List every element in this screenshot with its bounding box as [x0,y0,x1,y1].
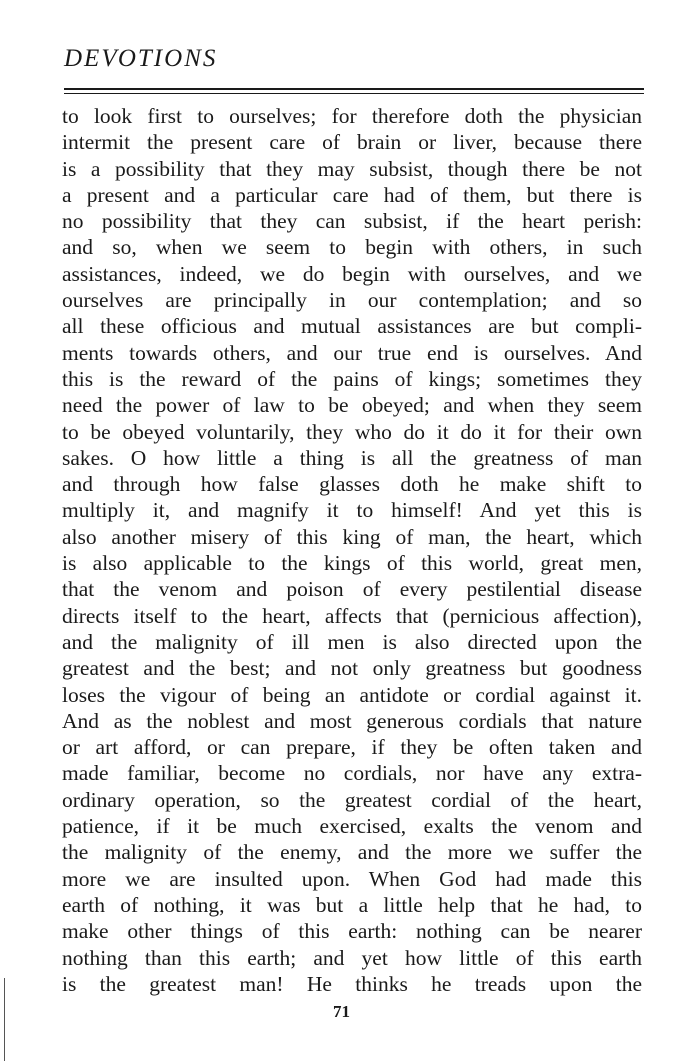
text-line: the malignity of the enemy, and the more we suffer the [62,840,642,865]
text-line: sakes. O how little a thing is all the greatness of man [62,445,642,470]
header-rule-thick [64,88,644,90]
text-line: that the venom and poison of every pestilential disease [62,577,642,602]
text-line: is the greatest man! He thinks he treads upon the [62,971,642,996]
text-line: is also applicable to the kings of this world, great men, [62,551,642,576]
text-line: this is the reward of the pains of kings; sometimes they [62,366,642,391]
text-line: no possibility that they can subsist, if the heart perish: [62,209,642,234]
text-line: also another misery of this king of man, the heart, which [62,524,642,549]
text-line: ments towards others, and our true end is ourselves. And [62,340,642,365]
text-line: and so, when we seem to begin with others, in such [62,235,642,260]
text-line: ordinary operation, so the greatest cordial of the heart, [62,787,642,812]
text-line: multiply it, and magnify it to himself! And yet this is [62,498,642,523]
text-line: more we are insulted upon. When God had made this [62,866,642,891]
text-line: earth of nothing, it was but a little help that he had, to [62,892,642,917]
text-line: to be obeyed voluntarily, they who do it do it for their own [62,419,642,444]
margin-line [4,978,5,1061]
text-line: nothing than this earth; and yet how little of this earth [62,945,642,970]
text-line: greatest and the best; and not only greatness but goodness [62,656,642,681]
text-line: to look first to ourselves; for therefore doth the physician [62,104,642,128]
body-text [62,103,642,997]
text-line: intermit the present care of brain or liver, because there [62,130,642,155]
page-number: 71 [333,1002,350,1021]
text-line: patience, if it be much exercised, exalts the venom and [62,814,642,839]
text-line: loses the vigour of being an antidote or cordial against it. [62,682,642,707]
text-line: and the malignity of ill men is also directed upon the [62,629,642,654]
text-line: all these officious and mutual assistances are but compli- [62,314,642,339]
text-line: And as the noblest and most generous cordials that nature [62,708,642,733]
text-line: directs itself to the heart, affects that (pernicious affection), [62,603,642,628]
text-line: made familiar, become no cordials, nor have any extra- [62,761,642,786]
running-title: DEVOTIONS [64,45,218,72]
text-line: ourselves are principally in our contemplation; and so [62,288,642,313]
text-line: is a possibility that they may subsist, though there be not [62,156,642,181]
text-line: assistances, indeed, we do begin with ourselves, and we [62,261,642,286]
header-rule-thin [64,93,644,94]
text-line: a present and a particular care had of them, but there is [62,182,642,207]
text-line: need the power of law to be obeyed; and when they seem [62,393,642,418]
text-line: make other things of this earth: nothing can be nearer [62,919,642,944]
text-line: or art afford, or can prepare, if they be often taken and [62,735,642,760]
text-line: and through how false glasses doth he make shift to [62,472,642,497]
